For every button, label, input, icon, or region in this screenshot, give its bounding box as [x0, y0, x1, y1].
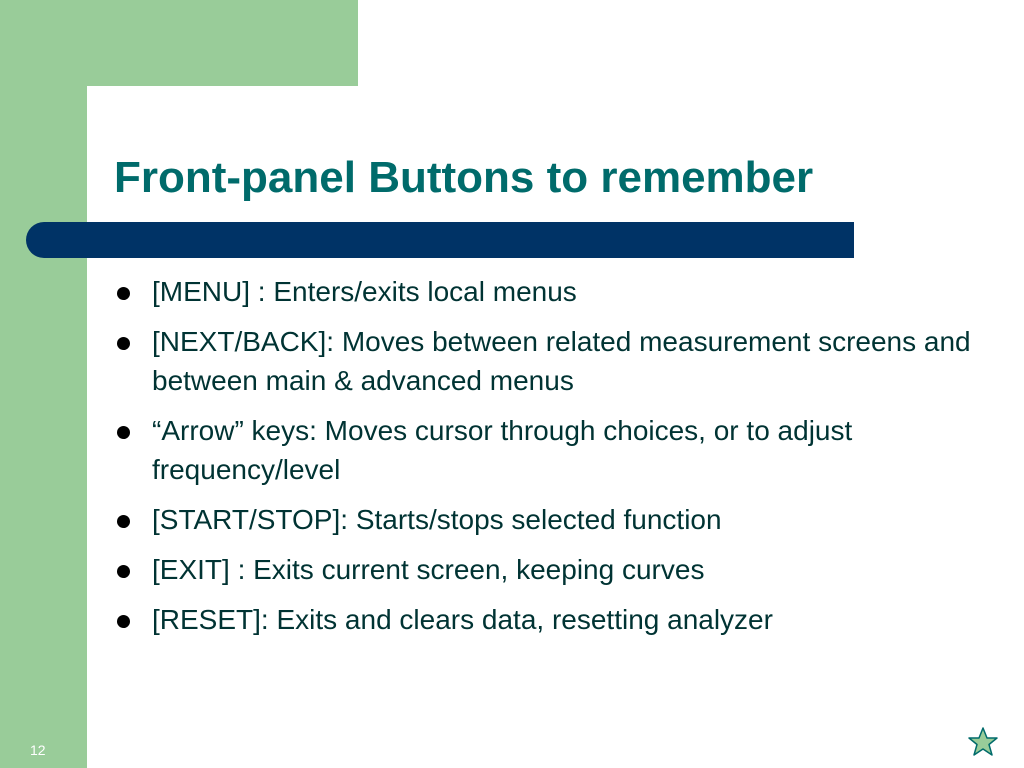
bullet-item-start-stop: [110, 500, 990, 539]
bullet-text: “Arrow” keys: Moves cursor through choices, or to adjust frequency/level: [152, 415, 853, 485]
bullet-item-arrow-keys: [110, 411, 990, 489]
round-bullet-icon: [117, 615, 130, 628]
bullet-text: [EXIT] : Exits current screen, keeping curves: [152, 554, 705, 585]
bullet-item-menu: [110, 272, 990, 311]
page-number: 12: [30, 742, 46, 758]
bullet-item-exit: [110, 550, 990, 589]
slide-title: Front-panel Buttons to remember: [114, 153, 814, 202]
bullet-text: [START/STOP]: Starts/stops selected function: [152, 504, 722, 535]
bullet-item-reset: [110, 600, 990, 639]
round-bullet-icon: [117, 287, 130, 300]
title-underline-bar: [26, 222, 854, 258]
slide-frame-top-band: [0, 0, 358, 86]
round-bullet-icon: [117, 515, 130, 528]
bullet-item-next-back: [110, 322, 990, 400]
round-bullet-icon: [117, 565, 130, 578]
bullet-text: [RESET]: Exits and clears data, resetting analyzer: [152, 604, 773, 635]
bullet-text: [MENU] : Enters/exits local menus: [152, 276, 577, 307]
star-icon[interactable]: [967, 726, 999, 758]
bullet-list: [110, 272, 990, 650]
round-bullet-icon: [117, 426, 130, 439]
slide-frame-left-band: [0, 0, 87, 768]
bullet-text: [NEXT/BACK]: Moves between related measurement screens and between main & advanced menus: [152, 326, 971, 396]
round-bullet-icon: [117, 337, 130, 350]
